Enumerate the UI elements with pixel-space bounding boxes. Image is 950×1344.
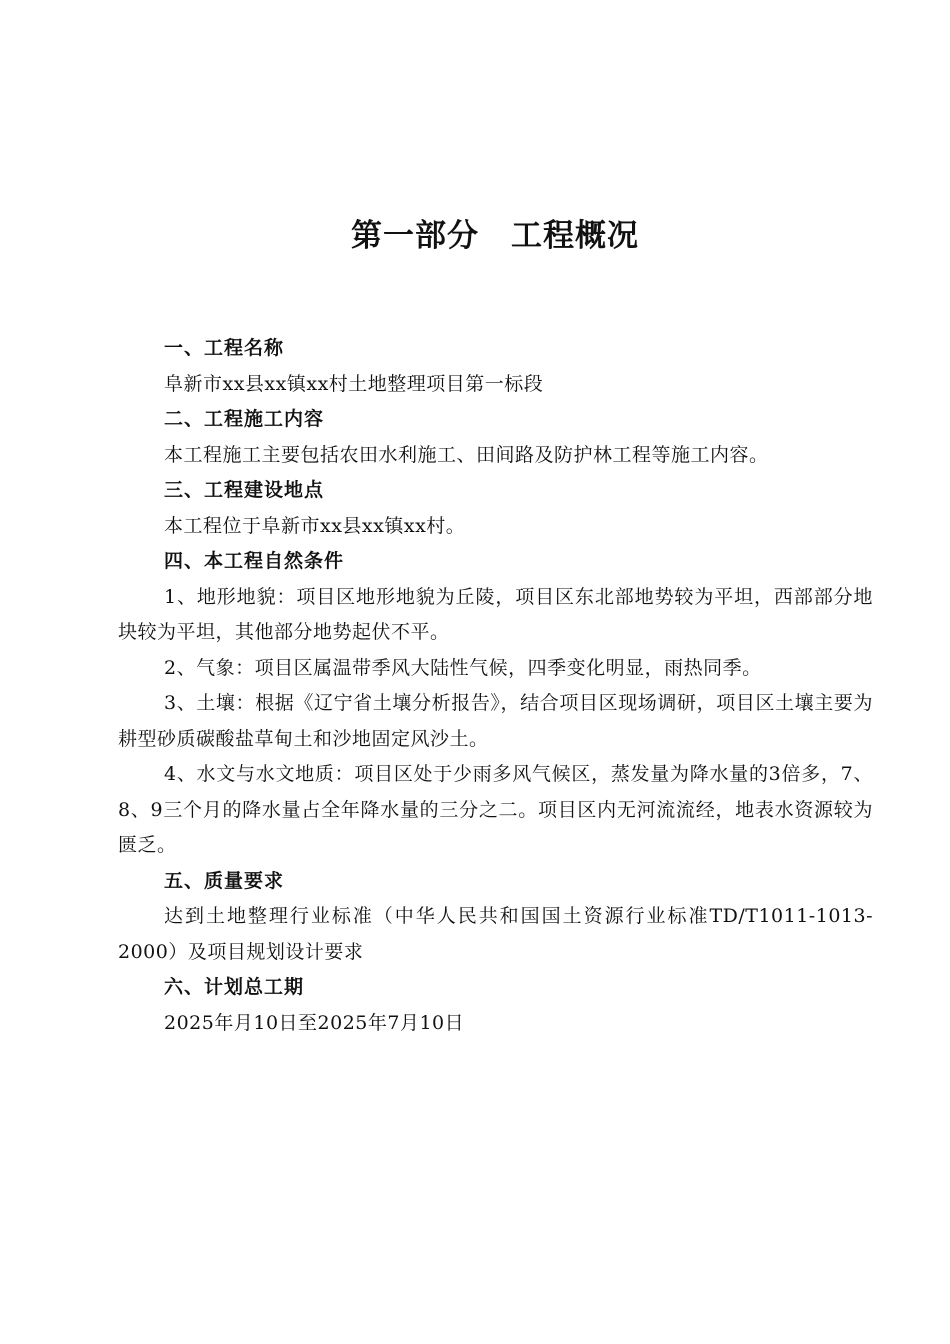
section-heading-quality-requirements: 五、质量要求 (164, 869, 285, 892)
hydrology-paragraph: 4、水文与水文地质：项目区处于少雨多风气候区，蒸发量为降水量的3倍多，7、8、9三个月的降水量占全年降水量的三分之二。项目区内无河流流经，地表水资源较为匮乏。 (118, 763, 873, 856)
section-heading-natural-conditions: 四、本工程自然条件 (164, 550, 345, 572)
document-body (118, 331, 873, 1041)
project-name-text: 阜新市xx县xx镇xx村土地整理项目第一标段 (164, 372, 544, 395)
construction-content-text: 本工程施工主要包括农田水利施工、田间路及防护林工程等施工内容。 (164, 443, 769, 466)
section-heading-schedule: 六、计划总工期 (164, 976, 305, 998)
page-title: 第一部分 工程概况 (351, 218, 639, 254)
soil-paragraph: 3、土壤：根据《辽宁省土壤分析报告》，结合项目区现场调研，项目区土壤主要为耕型砂质碳酸盐草甸土和沙地固定风沙土。 (118, 692, 873, 750)
section-heading-construction-content: 二、工程施工内容 (164, 408, 325, 430)
construction-location-text: 本工程位于阜新市xx县xx镇xx村。 (164, 514, 466, 537)
terrain-paragraph: 1、地形地貌：项目区地形地貌为丘陵，项目区东北部地势较为平坦，西部部分地块较为平坦，其他部分地势起伏不平。 (118, 585, 873, 643)
quality-requirements-text: 达到土地整理行业标准（中华人民共和国国土资源行业标准TD/T1011-1013-2000）及项目规划设计要求 (118, 905, 873, 963)
section-heading-construction-location: 三、工程建设地点 (164, 479, 325, 501)
schedule-text: 2025年月10日至2025年7月10日 (164, 1011, 465, 1034)
section-heading-project-name: 一、工程名称 (164, 337, 285, 359)
climate-paragraph: 2、气象：项目区属温带季风大陆性气候，四季变化明显，雨热同季。 (164, 656, 762, 679)
